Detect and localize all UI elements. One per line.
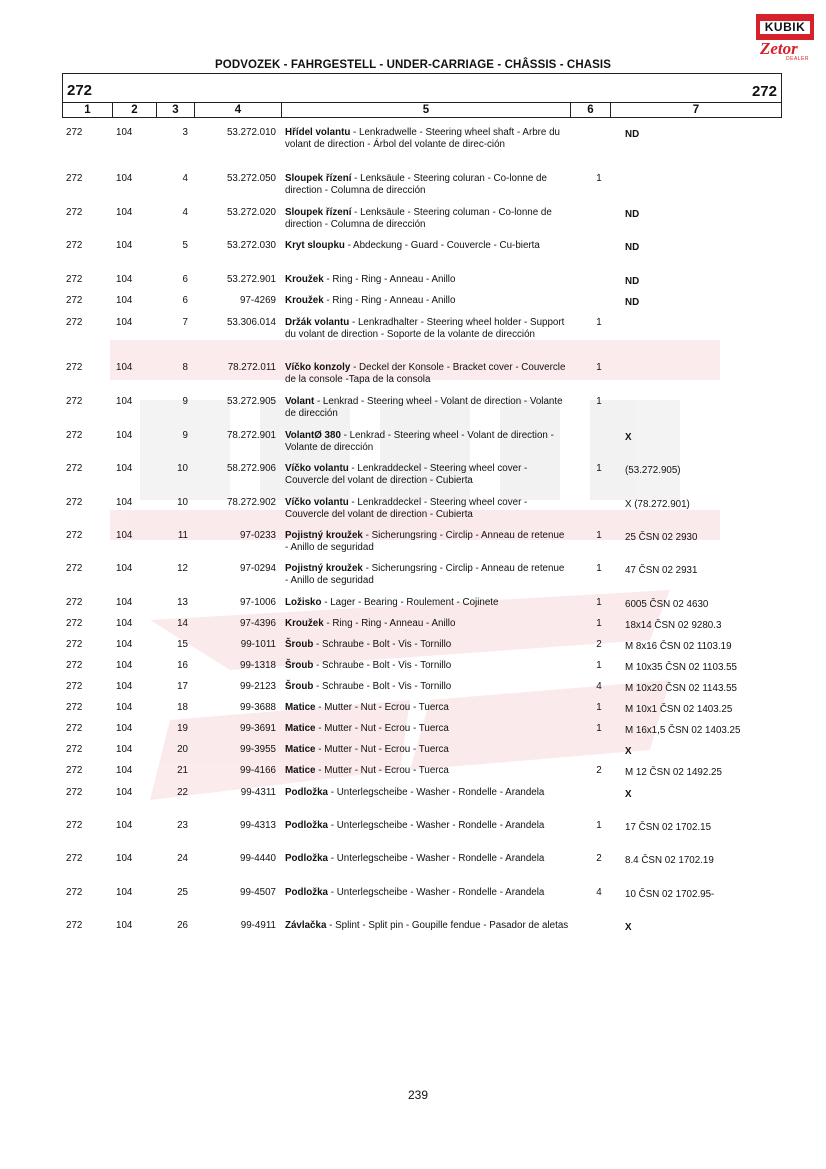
column-header-6: 6	[571, 103, 611, 117]
group-cell: 272	[66, 920, 83, 931]
description-cell	[285, 207, 570, 230]
group-cell: 272	[66, 396, 83, 407]
note-cell: 10 ČSN 02 1702.95-	[625, 889, 715, 900]
subgroup-cell: 104	[116, 240, 133, 251]
position-cell: 26	[177, 920, 188, 931]
group-number-left: 272	[67, 82, 93, 99]
group-cell: 272	[66, 173, 83, 184]
note-cell: ND	[625, 276, 640, 287]
part-number-cell: 99-4440	[240, 853, 276, 864]
subgroup-cell: 104	[116, 618, 133, 629]
group-cell: 272	[66, 497, 83, 508]
subgroup-cell: 104	[116, 430, 133, 441]
quantity-cell: 1	[596, 463, 602, 474]
part-translations: - Mutter - Nut - Ecrou - Tuerca	[315, 765, 449, 776]
subgroup-cell: 104	[116, 681, 133, 692]
logo-zetor-text: Zetor	[760, 39, 798, 58]
subgroup-cell: 104	[116, 563, 133, 574]
part-translations: - Unterlegscheibe - Washer - Rondelle - Arandela	[328, 853, 545, 864]
note-cell: M 10x1 ČSN 02 1403.25	[625, 704, 733, 715]
quantity-cell: 1	[596, 362, 602, 373]
description-cell	[285, 530, 570, 553]
part-number-cell: 99-4313	[240, 820, 276, 831]
part-number-cell: 97-4396	[240, 618, 276, 629]
part-number-cell: 97-0294	[240, 563, 276, 574]
subgroup-cell: 104	[116, 639, 133, 650]
group-cell: 272	[66, 702, 83, 713]
part-number-cell: 53.272.010	[226, 127, 276, 138]
part-name: Závlačka	[285, 920, 327, 931]
position-cell: 20	[177, 744, 188, 755]
column-header-3: 3	[157, 103, 195, 117]
description-cell	[285, 362, 570, 385]
part-name: Šroub	[285, 660, 314, 671]
quantity-cell: 4	[596, 681, 602, 692]
group-cell: 272	[66, 744, 83, 755]
part-name: Sloupek řízení	[285, 207, 352, 218]
part-name: Kroužek	[285, 274, 324, 285]
note-cell: ND	[625, 129, 640, 140]
part-translations: - Unterlegscheibe - Washer - Rondelle - Arandela	[328, 820, 545, 831]
quantity-cell: 1	[596, 530, 602, 541]
group-cell: 272	[66, 639, 83, 650]
quantity-cell: 1	[596, 597, 602, 608]
quantity-cell: 1	[596, 820, 602, 831]
subgroup-cell: 104	[116, 530, 133, 541]
part-number-cell: 99-1011	[240, 639, 276, 650]
part-number-cell: 99-4311	[240, 787, 276, 798]
position-cell: 22	[177, 787, 188, 798]
part-translations: - Lenkraddeckel - Steering wheel cover - Couvercle del volant de direction - Cubierta	[285, 463, 528, 486]
quantity-cell: 1	[596, 563, 602, 574]
group-cell: 272	[66, 820, 83, 831]
description-cell	[285, 681, 570, 693]
group-cell: 272	[66, 530, 83, 541]
part-name: Hřídel volantu	[285, 127, 351, 138]
note-cell: ND	[625, 242, 640, 253]
column-header-row	[62, 102, 782, 118]
quantity-cell: 1	[596, 660, 602, 671]
column-header-1: 1	[63, 103, 113, 117]
subgroup-cell: 104	[116, 317, 133, 328]
part-number-cell: 58.272.906	[226, 463, 276, 474]
position-cell: 10	[177, 463, 188, 474]
description-cell	[285, 660, 570, 672]
description-cell	[285, 920, 570, 932]
note-cell: M 10x20 ČSN 02 1143.55	[625, 683, 738, 694]
position-cell: 14	[177, 618, 188, 629]
brand-logo	[756, 14, 814, 64]
position-cell: 5	[182, 240, 188, 251]
description-cell	[285, 127, 570, 150]
note-cell: (53.272.905)	[625, 465, 681, 476]
subgroup-cell: 104	[116, 207, 133, 218]
description-cell	[285, 317, 570, 340]
subgroup-cell: 104	[116, 660, 133, 671]
note-cell: M 16x1,5 ČSN 02 1403.25	[625, 725, 741, 736]
part-name: Víčko konzoly	[285, 362, 351, 373]
part-translations: - Sicherungsring - Circlip - Anneau de retenue - Anillo de seguridad	[285, 563, 565, 586]
part-number-cell: 99-4166	[240, 765, 276, 776]
part-translations: - Lenkradwelle - Steering wheel shaft - Arbre du volant de direction - Árbol del volante de direc-ción	[285, 127, 560, 150]
quantity-cell: 1	[596, 317, 602, 328]
part-translations: - Lenksäule - Steering coluran - Co-lonne de direction - Columna de dirección	[285, 173, 547, 196]
quantity-cell: 1	[596, 173, 602, 184]
description-cell	[285, 820, 570, 832]
quantity-cell: 1	[596, 723, 602, 734]
part-number-cell: 78.272.901	[226, 430, 276, 441]
group-cell: 272	[66, 787, 83, 798]
part-name: Víčko volantu	[285, 497, 349, 508]
note-cell: 17 ČSN 02 1702.15	[625, 822, 712, 833]
group-cell: 272	[66, 660, 83, 671]
position-cell: 11	[177, 530, 188, 541]
position-cell: 25	[177, 887, 188, 898]
part-number-cell: 99-1318	[240, 660, 276, 671]
position-cell: 3	[182, 127, 188, 138]
subgroup-cell: 104	[116, 295, 133, 306]
note-cell: M 10x35 ČSN 02 1103.55	[625, 662, 738, 673]
part-number-cell: 53.272.030	[226, 240, 276, 251]
part-number-cell: 53.272.901	[226, 274, 276, 285]
logo-banner	[756, 14, 814, 40]
description-cell	[285, 463, 570, 486]
part-translations: - Unterlegscheibe - Washer - Rondelle - Arandela	[328, 787, 545, 798]
part-name: Podložka	[285, 820, 329, 831]
position-cell: 6	[182, 274, 188, 285]
subgroup-cell: 104	[116, 787, 133, 798]
description-cell	[285, 240, 570, 252]
group-cell: 272	[66, 887, 83, 898]
note-cell: 47 ČSN 02 2931	[625, 565, 698, 576]
note-cell: X	[625, 746, 632, 757]
group-number-right: 272	[751, 83, 777, 100]
position-cell: 13	[177, 597, 188, 608]
description-cell	[285, 295, 570, 307]
part-name: Kroužek	[285, 295, 324, 306]
position-cell: 24	[177, 853, 188, 864]
subgroup-cell: 104	[116, 744, 133, 755]
part-name: Podložka	[285, 887, 329, 898]
position-cell: 23	[177, 820, 188, 831]
part-translations: - Unterlegscheibe - Washer - Rondelle - Arandela	[328, 887, 545, 898]
subgroup-cell: 104	[116, 765, 133, 776]
group-cell: 272	[66, 274, 83, 285]
part-number-cell: 99-3688	[240, 702, 276, 713]
part-translations: - Mutter - Nut - Ecrou - Tuerca	[315, 702, 449, 713]
part-translations: - Deckel der Konsole - Bracket cover - Couvercle de la console -Tapa de la consola	[285, 362, 566, 385]
position-cell: 21	[177, 765, 188, 776]
note-cell: M 12 ČSN 02 1492.25	[625, 767, 722, 778]
part-name: Matice	[285, 744, 316, 755]
part-translations: - Ring - Ring - Anneau - Anillo	[323, 618, 456, 629]
part-name: Kroužek	[285, 618, 324, 629]
description-cell	[285, 618, 570, 630]
part-number-cell: 99-2123	[240, 681, 276, 692]
group-cell: 272	[66, 618, 83, 629]
group-cell: 272	[66, 295, 83, 306]
quantity-cell: 1	[596, 618, 602, 629]
description-cell	[285, 853, 570, 865]
group-cell: 272	[66, 430, 83, 441]
note-cell: X	[625, 432, 632, 443]
subgroup-cell: 104	[116, 274, 133, 285]
quantity-cell: 2	[596, 853, 602, 864]
subgroup-cell: 104	[116, 820, 133, 831]
part-number-cell: 97-1006	[240, 597, 276, 608]
column-header-5: 5	[282, 103, 571, 117]
group-header	[62, 73, 782, 103]
page-number: 239	[407, 1088, 429, 1102]
column-header-7: 7	[692, 104, 700, 116]
part-name: Sloupek řízení	[285, 173, 352, 184]
position-cell: 4	[182, 207, 188, 218]
part-name: Pojistný kroužek	[285, 530, 363, 541]
description-cell	[285, 723, 570, 735]
part-number-cell: 99-3691	[240, 723, 276, 734]
part-translations: - Lenkrad - Steering wheel - Volant de direction - Volante de dirección	[285, 430, 554, 453]
position-cell: 4	[182, 173, 188, 184]
quantity-cell: 1	[596, 396, 602, 407]
part-number-cell: 53.272.050	[226, 173, 276, 184]
part-translations: - Mutter - Nut - Ecrou - Tuerca	[315, 744, 449, 755]
logo-dealer-text: DEALER	[786, 56, 810, 62]
part-number-cell: 99-3955	[240, 744, 276, 755]
position-cell: 17	[177, 681, 188, 692]
group-cell: 272	[66, 127, 83, 138]
part-translations: - Schraube - Bolt - Vis - Tornillo	[313, 660, 452, 671]
part-translations: - Lenksäule - Steering columan - Co-lonne de direction - Columna de dirección	[285, 207, 552, 230]
subgroup-cell: 104	[116, 362, 133, 373]
part-name: Matice	[285, 765, 316, 776]
part-translations: - Lenkrad - Steering wheel - Volant de direction - Volante de dirección	[285, 396, 563, 419]
part-name: Kryt sloupku	[285, 240, 345, 251]
position-cell: 15	[177, 639, 188, 650]
quantity-cell: 1	[596, 702, 602, 713]
note-cell: ND	[625, 209, 640, 220]
part-number-cell: 53.272.020	[226, 207, 276, 218]
column-header-2: 2	[113, 103, 157, 117]
note-cell: X	[625, 922, 632, 933]
part-name: Víčko volantu	[285, 463, 349, 474]
subgroup-cell: 104	[116, 396, 133, 407]
description-cell	[285, 173, 570, 196]
part-translations: - Ring - Ring - Anneau - Anillo	[323, 295, 456, 306]
group-cell: 272	[66, 362, 83, 373]
note-cell: M 8x16 ČSN 02 1103.19	[625, 641, 732, 652]
description-cell	[285, 887, 570, 899]
part-name: Šroub	[285, 681, 314, 692]
part-number-cell: 53.272.905	[226, 396, 276, 407]
subgroup-cell: 104	[116, 173, 133, 184]
subgroup-cell: 104	[116, 853, 133, 864]
part-name: Pojistný kroužek	[285, 563, 363, 574]
group-cell: 272	[66, 563, 83, 574]
description-cell	[285, 597, 570, 609]
note-cell: 18x14 ČSN 02 9280.3	[625, 620, 722, 631]
note-cell: 25 ČSN 02 2930	[625, 532, 698, 543]
group-cell: 272	[66, 853, 83, 864]
part-translations: - Mutter - Nut - Ecrou - Tuerca	[315, 723, 449, 734]
group-cell: 272	[66, 681, 83, 692]
part-translations: - Schraube - Bolt - Vis - Tornillo	[313, 639, 452, 650]
position-cell: 19	[177, 723, 188, 734]
position-cell: 9	[182, 396, 188, 407]
note-cell: 6005 ČSN 02 4630	[625, 599, 709, 610]
part-name: Šroub	[285, 639, 314, 650]
logo-kubik-text: KUBIK	[758, 19, 812, 36]
subgroup-cell: 104	[116, 702, 133, 713]
description-cell	[285, 563, 570, 586]
note-cell: X	[625, 789, 632, 800]
part-translations: - Lager - Bearing - Roulement - Cojinete	[321, 597, 499, 608]
subgroup-cell: 104	[116, 463, 133, 474]
subgroup-cell: 104	[116, 920, 133, 931]
column-header-4: 4	[195, 103, 282, 117]
position-cell: 18	[177, 702, 188, 713]
description-cell	[285, 787, 570, 799]
subgroup-cell: 104	[116, 597, 133, 608]
subgroup-cell: 104	[116, 887, 133, 898]
group-cell: 272	[66, 765, 83, 776]
description-cell	[285, 396, 570, 419]
group-cell: 272	[66, 207, 83, 218]
part-translations: - Splint - Split pin - Goupille fendue - Pasador de aletas	[326, 920, 569, 931]
subgroup-cell: 104	[116, 127, 133, 138]
page-title: PODVOZEK - FAHRGESTELL - UNDER-CARRIAGE - CHÂSSIS - CHASIS	[215, 59, 611, 71]
subgroup-cell: 104	[116, 723, 133, 734]
description-cell	[285, 639, 570, 651]
position-cell: 10	[177, 497, 188, 508]
group-cell: 272	[66, 597, 83, 608]
part-translations: - Sicherungsring - Circlip - Anneau de retenue - Anillo de seguridad	[285, 530, 565, 553]
position-cell: 7	[182, 317, 188, 328]
position-cell: 16	[177, 660, 188, 671]
part-translations: - Lenkradhalter - Steering wheel holder - Support du volant de direction - Soporte de la volante de dirección	[285, 317, 565, 340]
group-cell: 272	[66, 723, 83, 734]
position-cell: 6	[182, 295, 188, 306]
subgroup-cell: 104	[116, 497, 133, 508]
position-cell: 12	[177, 563, 188, 574]
group-cell: 272	[66, 317, 83, 328]
part-name: Podložka	[285, 853, 329, 864]
group-cell: 272	[66, 240, 83, 251]
position-cell: 9	[182, 430, 188, 441]
part-translations: - Abdeckung - Guard - Couvercle - Cu-bierta	[344, 240, 540, 251]
part-name: Podložka	[285, 787, 329, 798]
position-cell: 8	[182, 362, 188, 373]
quantity-cell: 4	[596, 887, 602, 898]
part-number-cell: 99-4911	[240, 920, 276, 931]
description-cell	[285, 497, 570, 520]
description-cell	[285, 765, 570, 777]
part-name: VolantØ 380	[285, 430, 341, 441]
part-number-cell: 53.306.014	[226, 317, 276, 328]
description-cell	[285, 702, 570, 714]
quantity-cell: 2	[596, 639, 602, 650]
note-cell: X (78.272.901)	[625, 499, 690, 510]
part-translations: - Schraube - Bolt - Vis - Tornillo	[313, 681, 452, 692]
part-number-cell: 78.272.011	[227, 362, 276, 373]
part-name: Ložisko	[285, 597, 322, 608]
description-cell	[285, 744, 570, 756]
part-number-cell: 97-0233	[240, 530, 276, 541]
part-number-cell: 78.272.902	[226, 497, 276, 508]
part-name: Držák volantu	[285, 317, 350, 328]
note-cell: ND	[625, 297, 640, 308]
part-translations: - Lenkraddeckel - Steering wheel cover - Couvercle del volant de direction - Cubierta	[285, 497, 528, 520]
description-cell	[285, 430, 570, 453]
note-cell: 8.4 ČSN 02 1702.19	[625, 855, 714, 866]
group-cell: 272	[66, 463, 83, 474]
description-cell	[285, 274, 570, 286]
part-name: Volant	[285, 396, 315, 407]
part-translations: - Ring - Ring - Anneau - Anillo	[323, 274, 456, 285]
quantity-cell: 2	[596, 765, 602, 776]
part-number-cell: 97-4269	[240, 295, 276, 306]
part-name: Matice	[285, 723, 316, 734]
part-number-cell: 99-4507	[240, 887, 276, 898]
part-name: Matice	[285, 702, 316, 713]
